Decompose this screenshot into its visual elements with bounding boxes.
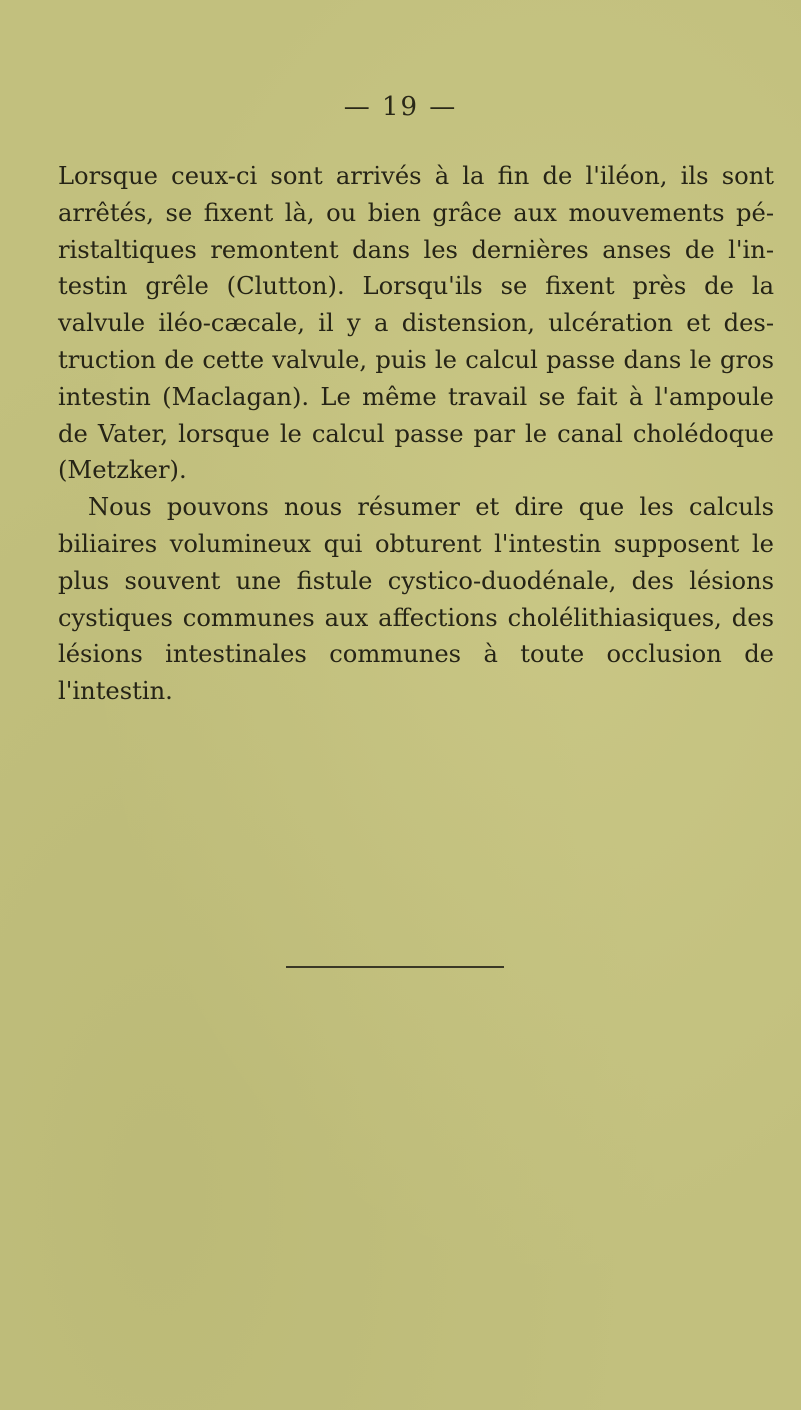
text-line: Nous pouvons nous résumer et dire que les calculs (88, 493, 774, 522)
page-number: — 19 — (343, 92, 458, 122)
text-line: Lorsque ceux-ci sont arrivés à la fin de l'iléon, ils sont (58, 162, 774, 190)
text-line: de Vater, lorsque le calcul passe par le canal cholédoque (58, 419, 774, 448)
text-line: arrêtés, se fixent là, ou bien grâce aux mouvements pé- (58, 198, 774, 227)
text-line: ristaltiques remontent dans les dernières anses de l'in- (58, 235, 774, 264)
body-text (58, 158, 774, 710)
text-line: l'intestin. (58, 677, 173, 706)
paragraph-2 (58, 489, 774, 710)
text-line: truction de cette valvule, puis le calcul passe dans le gros (58, 345, 774, 374)
text-line: plus souvent une fistule cystico-duodénale, des lésions (58, 566, 774, 595)
text-line: intestin (Maclagan). Le même travail se fait à l'ampoule (58, 382, 774, 411)
paragraph-1 (58, 158, 774, 489)
text-line: biliaires volumineux qui obturent l'intestin supposent le (58, 529, 774, 558)
section-divider (286, 966, 504, 968)
text-line: testin grêle (Clutton). Lorsqu'ils se fixent près de la (58, 272, 774, 301)
text-line: (Metzker). (58, 456, 187, 485)
text-line: lésions intestinales communes à toute occlusion de (58, 640, 774, 669)
text-line: cystiques communes aux affections cholélithiasiques, des (58, 603, 774, 632)
text-line: valvule iléo-cæcale, il y a distension, ulcération et des- (58, 309, 774, 338)
